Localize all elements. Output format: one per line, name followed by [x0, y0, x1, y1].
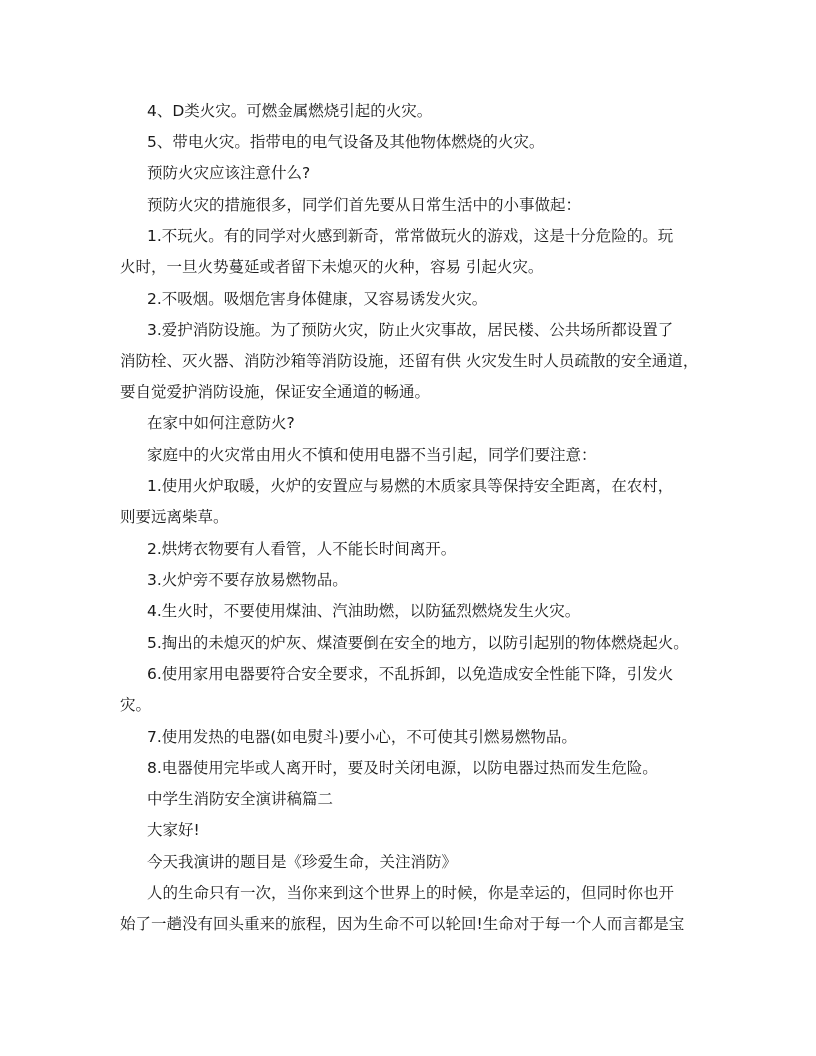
paragraph-fire-class-d: [120, 96, 700, 127]
greeting: [120, 815, 700, 846]
text-line: 预防火灾应该注意什么?: [147, 164, 311, 182]
heading-home-fire-question: [120, 408, 700, 439]
paragraph-fire-electrical: [120, 127, 700, 158]
text-line: 6.使用家用电器要符合安全要求，不乱拆卸，以免造成安全性能下降，引发火: [147, 665, 674, 683]
text-line: 1.使用火炉取暖，火炉的安置应与易燃的木质家具等保持安全距离，在农村，: [147, 477, 674, 495]
list-item-stove-flammables: [120, 565, 700, 596]
text-line: 5、带电火灾。指带电的电气设备及其他物体燃烧的火灾。: [147, 133, 545, 151]
paragraph-prevention-intro: [120, 190, 700, 221]
text-line: 1.不玩火。有的同学对火感到新奇，常常做玩火的游戏，这是十分危险的。玩: [147, 227, 674, 245]
text-line: 2.烘烤衣物要有人看管，人不能长时间离开。: [147, 540, 457, 558]
text-line: 家庭中的火灾常由用火不慎和使用电器不当引起，同学们要注意：: [147, 446, 597, 464]
list-item-no-playing-fire: [120, 221, 700, 283]
heading-prevention-question: [120, 158, 700, 189]
list-item-no-accelerants: [120, 596, 700, 627]
paragraph-home-fire-intro: [120, 440, 700, 471]
text-line: 4.生火时，不要使用煤油、汽油助燃，以防猛烈燃烧发生火灾。: [147, 602, 581, 620]
section-title-speech-two: [120, 784, 700, 815]
text-line: 3.爱护消防设施。为了预防火灾，防止火灾事故，居民楼、公共场所都设置了: [147, 321, 674, 339]
list-item-power-off: [120, 753, 700, 784]
text-line: 人的生命只有一次，当你来到这个世界上的时候，你是幸运的，但同时你也开: [147, 884, 675, 902]
text-line: 4、D类火灾。可燃金属燃烧引起的火灾。: [147, 102, 433, 120]
text-line: 今天我演讲的题目是《珍爱生命，关注消防》: [147, 853, 458, 871]
text-line: 5.掏出的未熄灭的炉灰、煤渣要倒在安全的地方，以防引起别的物体燃烧起火。: [147, 634, 689, 652]
text-line: 要自觉爱护消防设施，保证安全通道的畅通。: [120, 383, 431, 402]
text-line: 2.不吸烟。吸烟危害身体健康，又容易诱发火灾。: [147, 290, 488, 308]
text-line: 火时，一旦火势蔓延或者留下未熄灭的火种，容易 引起火灾。: [120, 258, 544, 277]
text-line: 则要远离柴草。: [120, 508, 229, 527]
paragraph-life-once: [120, 878, 700, 940]
text-line: 始了一趟没有回头重来的旅程，因为生命不可以轮回!生命对于每一个人而言都是宝: [120, 915, 685, 934]
text-line: 灾。: [120, 696, 152, 715]
list-item-protect-facilities: [120, 315, 700, 409]
text-line: 8.电器使用完毕或人离开时，要及时关闭电源，以防电器过热而发生危险。: [147, 759, 658, 777]
text-line: 中学生消防安全演讲稿篇二: [147, 790, 334, 808]
list-item-stove-heating: [120, 471, 700, 533]
text-line: 在家中如何注意防火?: [147, 414, 295, 432]
text-line: 3.火炉旁不要存放易燃物品。: [147, 571, 348, 589]
list-item-no-smoking: [120, 284, 700, 315]
text-line: 消防栓、灭火器、消防沙箱等消防设施，还留有供 火灾发生时人员疏散的安全通道，: [120, 352, 699, 371]
text-line: 预防火灾的措施很多，同学们首先要从日常生活中的小事做起：: [147, 196, 582, 214]
list-item-heating-appliances: [120, 722, 700, 753]
text-line: 7.使用发热的电器(如电熨斗)要小心，不可使其引燃易燃物品。: [147, 728, 577, 746]
list-item-drying-clothes: [120, 534, 700, 565]
list-item-appliance-safety: [120, 659, 700, 721]
speech-topic: [120, 847, 700, 878]
list-item-ash-disposal: [120, 628, 700, 659]
text-line: 大家好!: [147, 821, 200, 839]
